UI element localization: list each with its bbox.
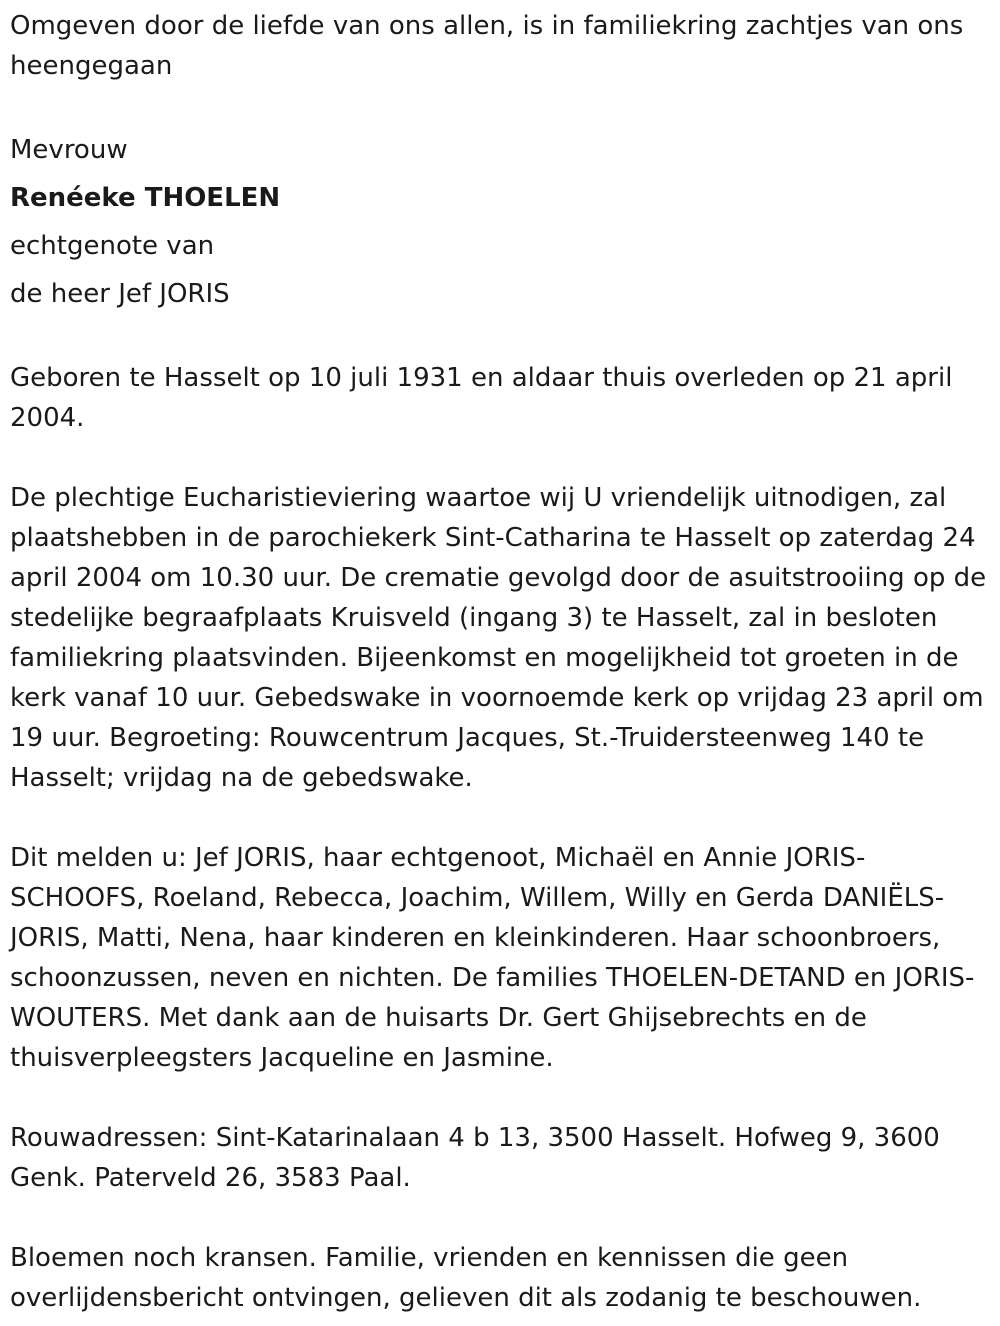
birth-death-paragraph: Geboren te Hasselt op 10 juli 1931 en aldaar thuis overleden op 21 april 2004. xyxy=(10,363,953,433)
flowers-paragraph: Bloemen noch kransen. Familie, vrienden en kennissen die geen overlijdensbericht ontvingen, gelieven dit als zodanig te beschouwen. xyxy=(10,1243,922,1313)
name-block xyxy=(10,126,990,318)
intro-paragraph: Omgeven door de liefde van ons allen, is in familiekring zachtjes van ons heengegaan xyxy=(10,11,964,81)
spouse-name: de heer Jef JORIS xyxy=(10,279,230,309)
deceased-name: Renéeke THOELEN xyxy=(10,183,281,213)
ceremony-paragraph: De plechtige Eucharistieviering waartoe wij U vriendelijk uitnodigen, zal plaatshebben in de parochiekerk Sint-Catharina te Hasselt op zaterdag 24 april 2004 om 10.30 uur. De crematie gevolgd door de asuitstrooiing op de stedelijke begraafplaats Kruisveld (ingang 3) te Hasselt, zal in besloten familiekring plaatsvinden. Bijeenkomst en mogelijkheid tot groeten in de kerk vanaf 10 uur. Gebedswake in voornoemde kerk op vrijdag 23 april om 19 uur. Begroeting: Rouwcentrum Jacques, St.-Truidersteenweg 140 te Hasselt; vrijdag na de gebedswake. xyxy=(10,483,987,793)
addresses-paragraph: Rouwadressen: Sint-Katarinalaan 4 b 13, 3500 Hasselt. Hofweg 9, 3600 Genk. Paterveld 26, 3583 Paal. xyxy=(10,1123,940,1193)
announcers-paragraph: Dit melden u: Jef JORIS, haar echtgenoot, Michaël en Annie JORIS-SCHOOFS, Roeland, Rebecca, Joachim, Willem, Willy en Gerda DANIËLS-JORIS, Matti, Nena, haar kinderen en kleinkinderen. Haar schoonbroers, schoonzussen, neven en nichten. De families THOELEN-DETAND en JORIS-WOUTERS. Met dank aan de huisarts Dr. Gert Ghijsebrechts en de thuisverpleegsters Jacqueline en Jasmine. xyxy=(10,843,975,1073)
title-prefix: Mevrouw xyxy=(10,135,128,165)
relation-text: echtgenote van xyxy=(10,231,215,261)
